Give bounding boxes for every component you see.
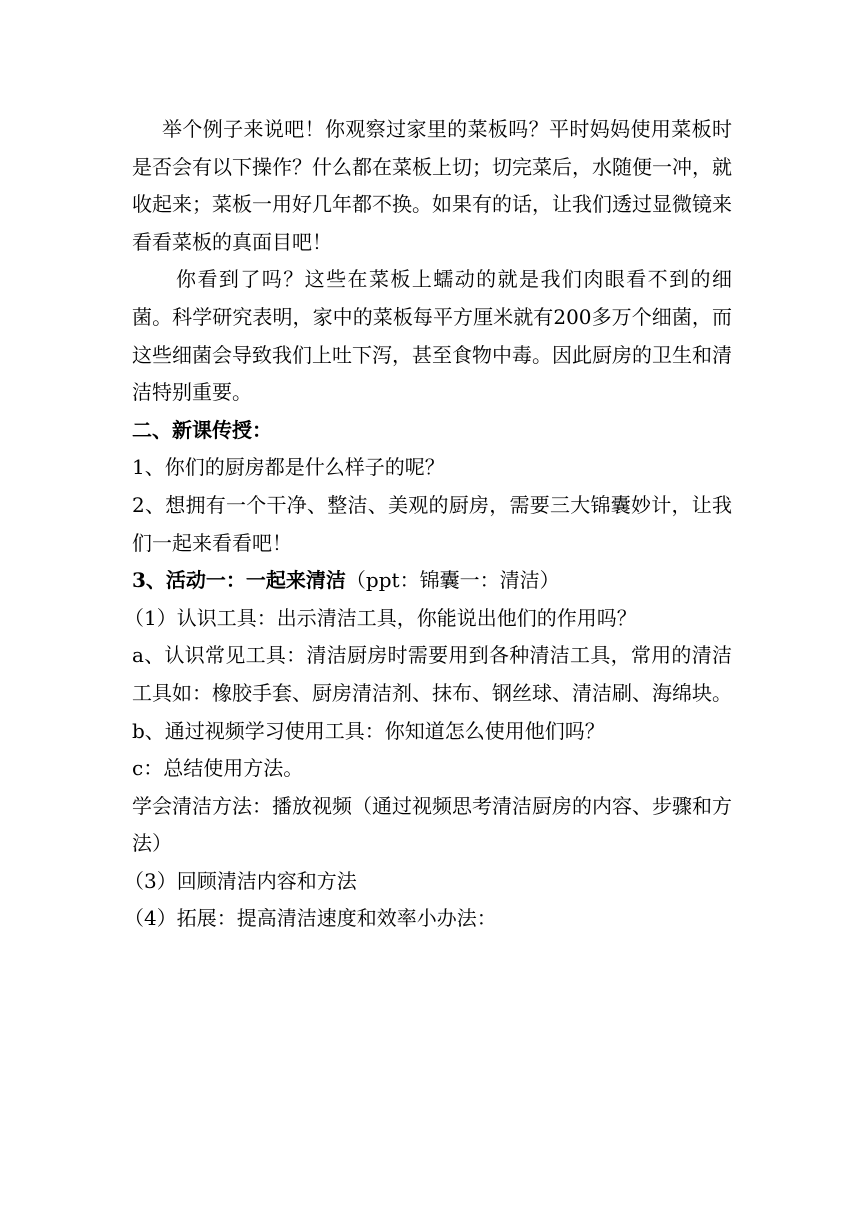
- document-body: [124, 111, 732, 938]
- sub-item-4: （4）拓展：提高清洁速度和效率小办法：: [124, 906, 497, 931]
- learn-cleaning-method: 学会清洁方法：播放视频（通过视频思考清洁厨房的内容、步骤和方法）: [132, 793, 732, 856]
- sub-item-b: b、通过视频学习使用工具：你知道怎么使用他们吗？: [132, 718, 605, 743]
- activity-one-note: （ppt：锦囊一：清洁）: [345, 568, 560, 593]
- sub-item-3: （3）回顾清洁内容和方法: [124, 868, 357, 893]
- section-heading: 二、新课传授：: [132, 417, 272, 442]
- sub-item-1: （1）认识工具：出示清洁工具，你能说出他们的作用吗？: [124, 605, 637, 630]
- list-item-1: 1、你们的厨房都是什么样子的呢？: [132, 455, 445, 480]
- paragraph-intro-example: 举个例子来说吧！你观察过家里的菜板吗？平时妈妈使用菜板时是否会有以下操作？什么都在菜板上切；切完菜后，水随便一冲，就收起来；菜板一用好几年都不换。如果有的话，让我们透过显微镜来看看菜板的真面目吧！: [132, 117, 732, 254]
- list-item-3: [132, 562, 732, 600]
- activity-one-title: 3、活动一：一起来清洁: [132, 568, 346, 593]
- paragraph-bacteria-explanation: 你看到了吗？这些在菜板上蠕动的就是我们肉眼看不到的细菌。科学研究表明，家中的菜板每平方厘米就有200多万个细菌，而这些细菌会导致我们上吐下泻，甚至食物中毒。因此厨房的卫生和清洁特别重要。: [132, 267, 732, 405]
- sub-item-c: c：总结使用方法。: [132, 756, 304, 781]
- sub-item-a: a、认识常见工具：清洁厨房时需要用到各种清洁工具，常用的清洁工具如：橡胶手套、厨房清洁剂、抹布、钢丝球、清洁刷、海绵块。: [132, 643, 732, 705]
- list-item-2: 2、想拥有一个干净、整洁、美观的厨房，需要三大锦囊妙计，让我们一起来看看吧！: [132, 492, 732, 555]
